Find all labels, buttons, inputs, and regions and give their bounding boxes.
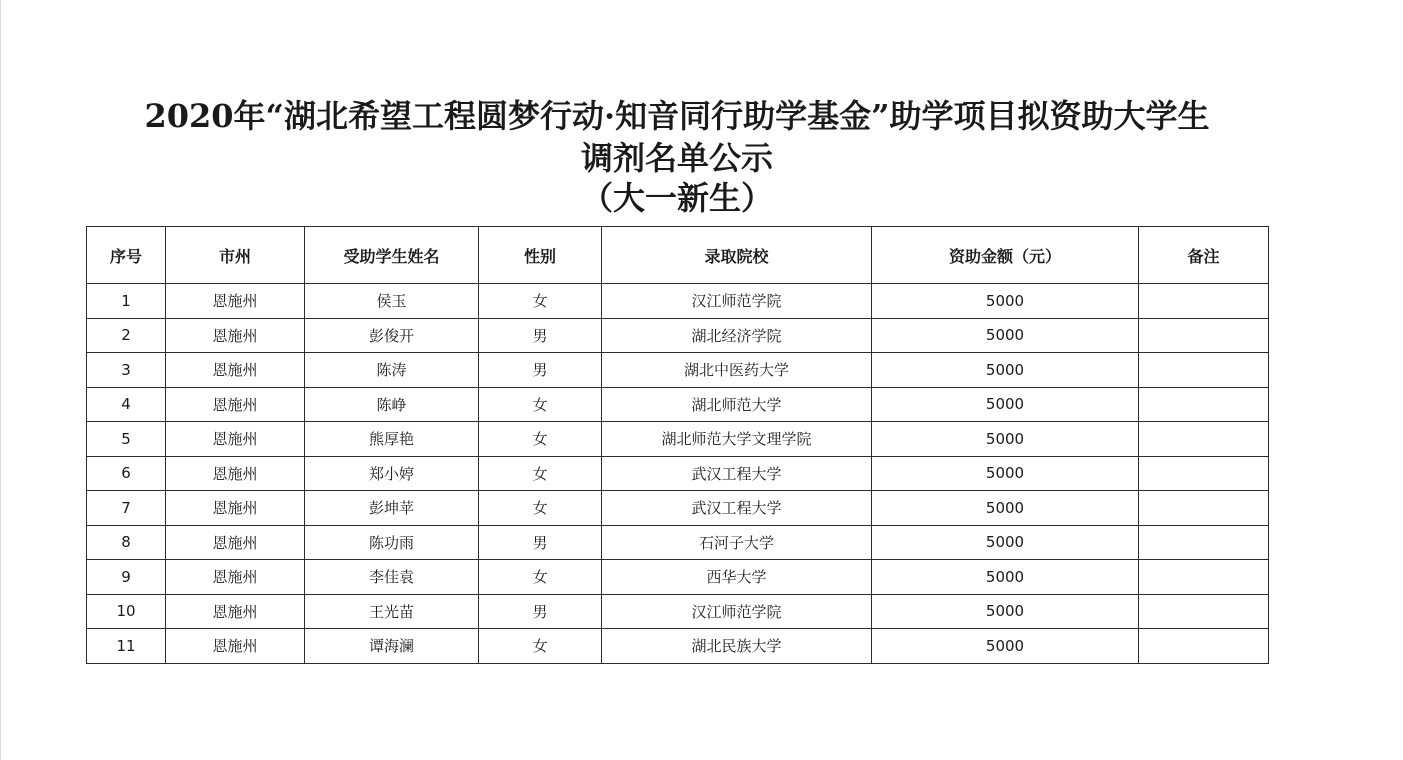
- cell-remarks: [1139, 491, 1269, 526]
- header-university: 录取院校: [602, 227, 872, 284]
- cell-remarks: [1139, 456, 1269, 491]
- cell-serial: 3: [87, 353, 166, 388]
- cell-student-name: 陈涛: [305, 353, 479, 388]
- cell-university: 武汉工程大学: [602, 456, 872, 491]
- cell-student-name: 陈功雨: [305, 525, 479, 560]
- cell-serial: 1: [87, 284, 166, 319]
- cell-remarks: [1139, 353, 1269, 388]
- header-amount: 资助金额（元）: [872, 227, 1139, 284]
- table-row: [87, 353, 1269, 388]
- cell-serial: 2: [87, 318, 166, 353]
- cell-city: 恩施州: [166, 560, 305, 595]
- cell-amount: 5000: [872, 387, 1139, 422]
- table-row: [87, 456, 1269, 491]
- cell-remarks: [1139, 560, 1269, 595]
- cell-gender: 女: [479, 560, 602, 595]
- title-line-2: 调剂名单公示: [580, 139, 773, 177]
- cell-student-name: 谭海澜: [305, 629, 479, 664]
- cell-university: 湖北中医药大学: [602, 353, 872, 388]
- cell-city: 恩施州: [166, 422, 305, 457]
- table-row: [87, 594, 1269, 629]
- cell-gender: 男: [479, 525, 602, 560]
- cell-serial: 5: [87, 422, 166, 457]
- cell-university: 湖北师范大学文理学院: [602, 422, 872, 457]
- cell-student-name: 陈峥: [305, 387, 479, 422]
- cell-student-name: 彭坤苹: [305, 491, 479, 526]
- cell-amount: 5000: [872, 353, 1139, 388]
- cell-gender: 女: [479, 284, 602, 319]
- cell-university: 西华大学: [602, 560, 872, 595]
- cell-city: 恩施州: [166, 629, 305, 664]
- header-serial: 序号: [87, 227, 166, 284]
- cell-serial: 9: [87, 560, 166, 595]
- cell-remarks: [1139, 594, 1269, 629]
- cell-gender: 男: [479, 594, 602, 629]
- cell-remarks: [1139, 422, 1269, 457]
- cell-amount: 5000: [872, 456, 1139, 491]
- cell-remarks: [1139, 284, 1269, 319]
- cell-amount: 5000: [872, 560, 1139, 595]
- cell-student-name: 郑小婷: [305, 456, 479, 491]
- cell-city: 恩施州: [166, 525, 305, 560]
- table-row: [87, 422, 1269, 457]
- cell-gender: 女: [479, 629, 602, 664]
- cell-amount: 5000: [872, 629, 1139, 664]
- cell-amount: 5000: [872, 594, 1139, 629]
- cell-gender: 男: [479, 318, 602, 353]
- cell-remarks: [1139, 318, 1269, 353]
- cell-serial: 10: [87, 594, 166, 629]
- cell-remarks: [1139, 387, 1269, 422]
- cell-city: 恩施州: [166, 491, 305, 526]
- table-row: [87, 525, 1269, 560]
- cell-gender: 女: [479, 422, 602, 457]
- cell-university: 汉江师范学院: [602, 284, 872, 319]
- recipient-table: [86, 226, 1269, 664]
- title-line-1: 2020年“湖北希望工程圆梦行动·知音同行助学基金”助学项目拟资助大学生: [144, 97, 1210, 135]
- cell-amount: 5000: [872, 491, 1139, 526]
- cell-amount: 5000: [872, 318, 1139, 353]
- cell-serial: 6: [87, 456, 166, 491]
- cell-serial: 11: [87, 629, 166, 664]
- cell-gender: 男: [479, 353, 602, 388]
- cell-city: 恩施州: [166, 387, 305, 422]
- cell-remarks: [1139, 525, 1269, 560]
- table-row: [87, 387, 1269, 422]
- cell-university: 湖北民族大学: [602, 629, 872, 664]
- cell-serial: 7: [87, 491, 166, 526]
- cell-amount: 5000: [872, 284, 1139, 319]
- cell-gender: 女: [479, 387, 602, 422]
- cell-gender: 女: [479, 456, 602, 491]
- header-remarks: 备注: [1139, 227, 1269, 284]
- cell-city: 恩施州: [166, 594, 305, 629]
- table-body: [87, 284, 1269, 664]
- cell-student-name: 彭俊开: [305, 318, 479, 353]
- cell-student-name: 王光苗: [305, 594, 479, 629]
- cell-amount: 5000: [872, 525, 1139, 560]
- cell-gender: 女: [479, 491, 602, 526]
- table-row: [87, 560, 1269, 595]
- table-row: [87, 318, 1269, 353]
- header-gender: 性别: [479, 227, 602, 284]
- cell-city: 恩施州: [166, 284, 305, 319]
- table-row: [87, 491, 1269, 526]
- table-row: [87, 629, 1269, 664]
- cell-student-name: 李佳袁: [305, 560, 479, 595]
- cell-university: 武汉工程大学: [602, 491, 872, 526]
- title-line-3: （大一新生）: [580, 179, 773, 217]
- cell-university: 汉江师范学院: [602, 594, 872, 629]
- cell-student-name: 熊厚艳: [305, 422, 479, 457]
- cell-student-name: 侯玉: [305, 284, 479, 319]
- cell-serial: 4: [87, 387, 166, 422]
- cell-university: 湖北师范大学: [602, 387, 872, 422]
- cell-amount: 5000: [872, 422, 1139, 457]
- cell-remarks: [1139, 629, 1269, 664]
- cell-city: 恩施州: [166, 456, 305, 491]
- cell-university: 石河子大学: [602, 525, 872, 560]
- cell-city: 恩施州: [166, 353, 305, 388]
- table-row: [87, 284, 1269, 319]
- header-student-name: 受助学生姓名: [305, 227, 479, 284]
- cell-serial: 8: [87, 525, 166, 560]
- cell-university: 湖北经济学院: [602, 318, 872, 353]
- table-header-row: [87, 227, 1269, 284]
- cell-city: 恩施州: [166, 318, 305, 353]
- header-city: 市州: [166, 227, 305, 284]
